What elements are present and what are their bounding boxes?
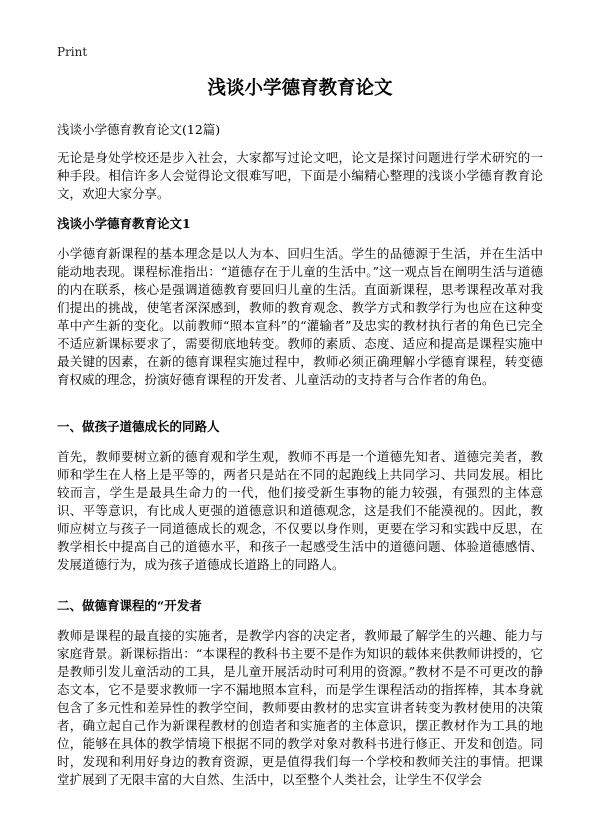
section-heading-2: 一、做孩子道德成长的同路人 [57, 419, 220, 434]
page-title: 浅谈小学德育教育论文 [207, 78, 393, 99]
section-heading-3: 二、做德育课程的“开发者 [57, 598, 202, 613]
section-1-paragraph: 小学德育新课程的基本理念是以人为本、回归生活。学生的品德源于生活，并在生活中能动地表现。课程标准指出：“道德存在于儿童的生活中。”这一观点旨在阐明生活与道德的内在联系，核心是强调道德教育要回归儿童的生活。直面新课程，思考课程改革对我们提出的挑战，使笔者深深感到，教师的教育观念、教学方式和教学行为也应在这种变革中产生新的变化。以前教师“照本宣科”的“灌输者”及忠实的教材执行者的角色已完全不适应新课标要求了，需要彻底地转变。教师的素质、态度、适应和提高是课程实施中最关键的因素，在新的德育课程实施过程中，教师必须正确理解小学德育课程，转变德育权威的理念，扮演好德育课程的开发者、儿童活动的支持者与合作者的角色。 [57, 246, 543, 387]
section-2-paragraph: 首先，教师要树立新的德育观和学生观，教师不再是一个道德先知者、道德完美者，教师和学生在人格上是平等的，两者只是站在不同的起跑线上共同学习、共同发展。相比较而言，学生是最具生命力的一代，他们接受新生事物的能力较强，有强烈的主体意识、平等意识，有比成人更强的道德意识和道德观念，这是我们不能漠视的。因此，教师应树立与孩子一同道德成长的观念，不仅要以身作则，更要在学习和实践中反思，在教学相长中提高自己的道德水平，和孩子一起感受生活中的道德问题、体验道德感情、发展道德行为，成为孩子道德成长道路上的同路人。 [57, 449, 543, 572]
section-heading-1: 浅谈小学德育教育论文1 [57, 216, 191, 231]
intro-paragraph: 无论是身处学校还是步入社会，大家都写过论文吧，论文是探讨问题进行学术研究的一种手段。相信许多人会觉得论文很难写吧，下面是小编精心整理的浅谈小学德育教育论文，欢迎大家分享。 [57, 150, 543, 201]
print-label: Print [57, 45, 88, 59]
document-subtitle: 浅谈小学德育教育论文(12篇) [57, 122, 221, 137]
section-3-paragraph: 教师是课程的最直接的实施者，是教学内容的决定者，教师最了解学生的兴趣、能力与家庭背景。新课标指出：“本课程的教科书主要不是作为知识的载体来供教师讲授的，它是教师引发儿童活动的工具，是儿童开展活动时可利用的资源。”教材不是不可更改的静态文本，它不是要求教师一字不漏地照本宣科，而是学生课程活动的指挥棒，其本身就包含了多元性和差异性的教学空间，教师要由教材的忠实宣讲者转变为教材使用的决策者，确立起自己作为新课程教材的创造者和实施者的主体意识，摆正教材作为工具的地位，能够在具体的教学情境下根据不同的教学对象对教科书进行修正、开发和创造。同时，发现和利用好身边的教育资源，更是值得我们每一个学校和教师关注的事情。把课堂扩展到了无限丰富的大自然、生活中，以至整个人类社会，让学生不仅学会 [57, 628, 543, 787]
